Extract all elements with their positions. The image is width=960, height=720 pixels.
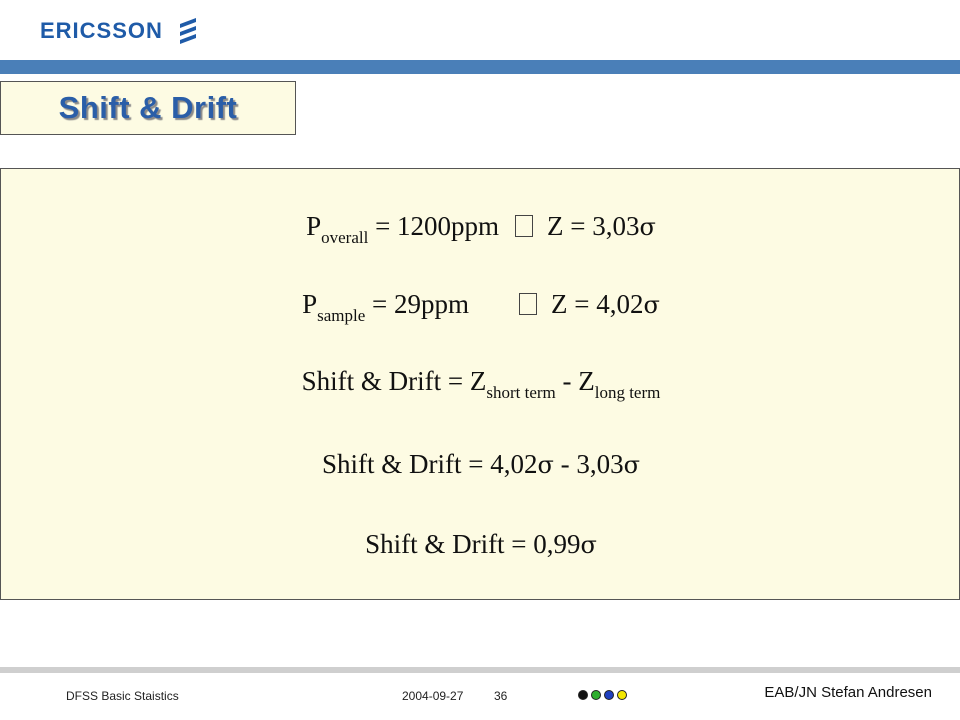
formula-mid: - Z — [555, 366, 595, 396]
eq-value: = 29ppm — [365, 289, 470, 319]
dot-icon — [591, 690, 601, 700]
sigma-symbol: σ — [643, 291, 660, 319]
formula-lhs: Shift & Drift = Z — [301, 366, 487, 396]
footer-date: 2004-09-27 — [402, 689, 464, 703]
implies-symbol-icon — [515, 215, 533, 237]
implies-symbol-icon — [519, 293, 537, 315]
eq-subscript: overall — [321, 228, 369, 247]
eq-result: Z = 3,03 — [547, 211, 640, 241]
content-box — [0, 168, 960, 600]
eq-prefix: P — [302, 289, 318, 319]
formula-subscript-long: long term — [594, 383, 661, 402]
calc-text: Shift & Drift = 4,02 — [321, 449, 538, 479]
sigma-symbol: σ — [639, 213, 656, 241]
footer-bar — [0, 667, 960, 673]
dot-icon — [604, 690, 614, 700]
sigma-symbol: σ — [580, 531, 597, 559]
formula-subscript-short: short term — [486, 383, 556, 402]
title-box — [0, 81, 296, 135]
ericsson-logo-icon — [177, 16, 199, 46]
footer-course: DFSS Basic Staistics — [66, 689, 179, 703]
brand-name: ERICSSON — [40, 18, 163, 43]
sigma-symbol: σ — [623, 451, 640, 479]
eq-result: Z = 4,02 — [551, 289, 644, 319]
sigma-symbol: σ — [537, 451, 554, 479]
footer-page-number: 36 — [494, 689, 508, 703]
equation-overall — [1, 211, 960, 247]
equation-calc — [1, 449, 960, 480]
dot-icon — [578, 690, 588, 700]
footer-author: EAB/JN Stefan Andresen — [764, 684, 932, 701]
eq-prefix: P — [306, 211, 322, 241]
result-text: Shift & Drift = 0,99 — [365, 529, 581, 559]
equation-sample — [1, 289, 960, 325]
eq-value: = 1200ppm — [368, 211, 500, 241]
header-bar — [0, 60, 960, 74]
equation-result — [1, 529, 960, 560]
equation-formula — [1, 366, 960, 402]
slide-title: Shift & Drift — [58, 90, 238, 125]
calc-mid: - 3,03 — [553, 449, 624, 479]
ericsson-logo — [40, 14, 199, 48]
eq-subscript: sample — [317, 306, 366, 325]
footer-dots — [578, 690, 627, 700]
dot-icon — [617, 690, 627, 700]
